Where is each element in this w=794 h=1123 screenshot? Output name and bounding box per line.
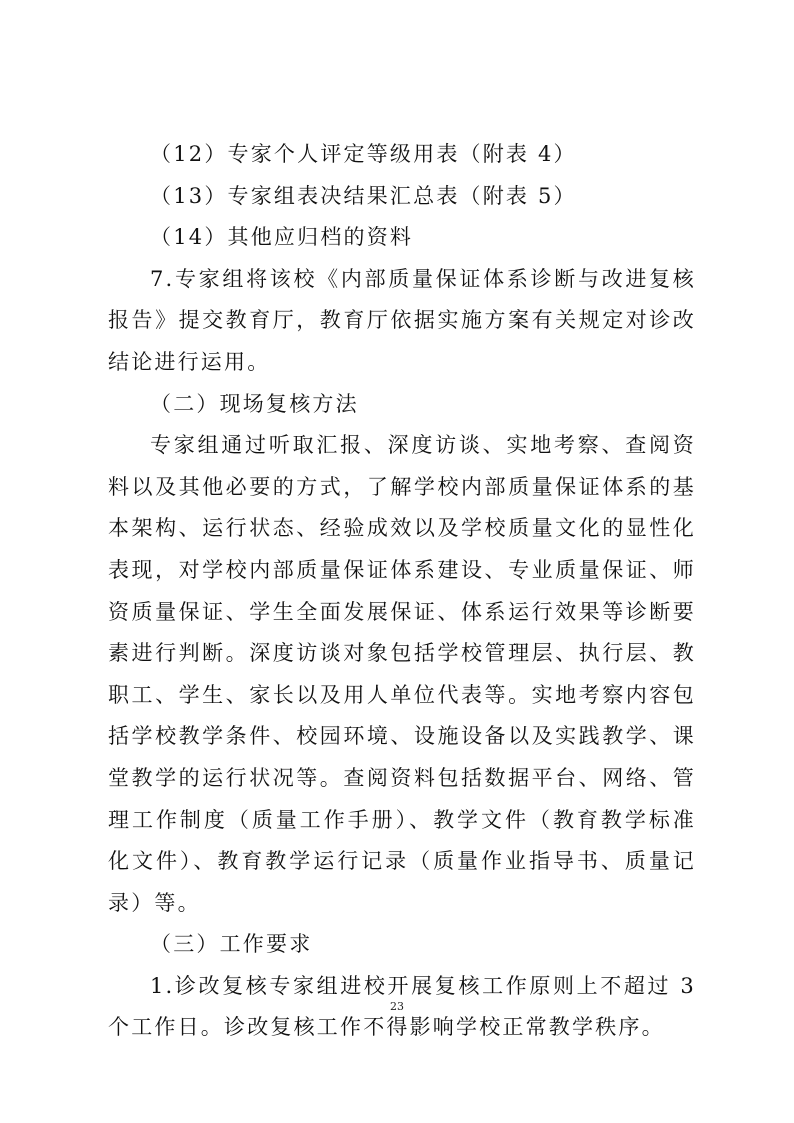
list-item-13: （13）专家组表决结果汇总表（附表 5） [150,183,577,208]
section-heading-2: （二）现场复核方法 [150,391,359,416]
body-text [108,134,696,1049]
list-item-12: （12）专家个人评定等级用表（附表 4） [150,142,577,166]
section-heading-3: （三）工作要求 [150,932,313,957]
paragraph-item-7: 7.专家组将该校《内部质量保证体系诊断与改进复核报告》提交教育厅，教育厅依据实施方案有关规定对诊改结论进行运用。 [108,266,696,374]
list-item-14: （14）其他应归档的资料 [150,225,414,250]
page-number: 23 [390,1000,404,1013]
paragraph-methods: 专家组通过听取汇报、深度访谈、实地考察、查阅资料以及其他必要的方式，了解学校内部质量保证体系的基本架构、运行状态、经验成效以及学校质量文化的显性化表现，对学校内部质量保证体系建设、专业质量保证、师资质量保证、学生全面发展保证、体系运行效果等诊断要素进行判断。深度访谈对象包括学校管理层、执行层、教职工、学生、家长以及用人单位代表等。实地考察内容包括学校教学条件、校园环境、设施设备以及实践教学、课堂教学的运行状况等。查阅资料包括数据平台、网络、管理工作制度（质量工作手册）、教学文件（教育教学标准化文件）、教育教学运行记录（质量作业指导书、质量记录）等。 [108,433,696,915]
paragraph-requirement-1: 1.诊改复核专家组进校开展复核工作原则上不超过 3 个工作日。诊改复核工作不得影响学校正常教学秩序。 [108,973,696,1040]
